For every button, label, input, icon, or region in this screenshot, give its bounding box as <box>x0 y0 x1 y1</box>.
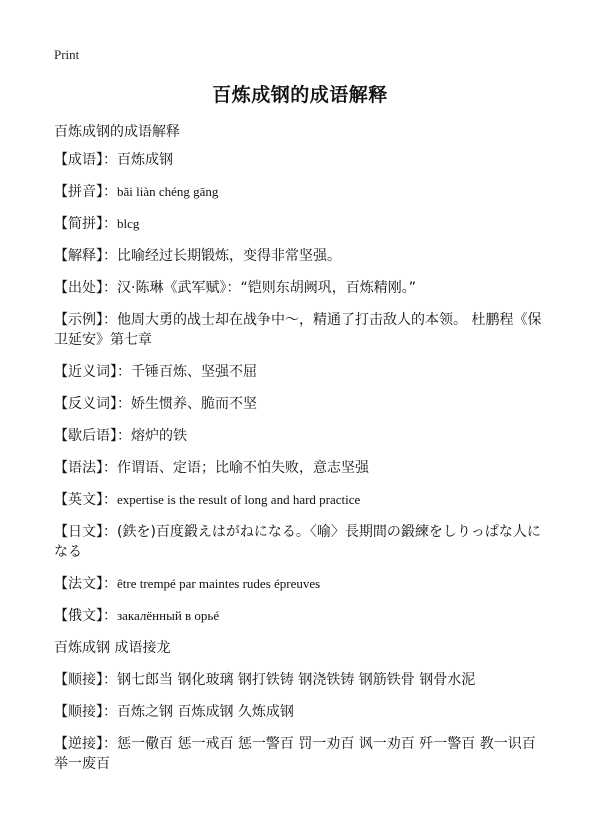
entry-value: 百炼之钢 百炼成钢 久炼成钢 <box>117 704 294 720</box>
entry-idiom <box>54 150 554 170</box>
page-title: 百炼成钢的成语解释 <box>212 84 388 106</box>
entry-label: 【法文】： <box>54 576 117 592</box>
entry-label: 【歇后语】： <box>54 428 131 444</box>
entry-chain-forward <box>54 702 554 722</box>
entry-value: 他周大勇的战士却在战争中～，精通了打击敌人的本领。 杜鹏程《保卫延安》第七章 <box>54 312 542 348</box>
entry-list <box>54 150 554 786</box>
entry-source <box>54 278 554 298</box>
entry-label: 【解释】： <box>54 248 117 264</box>
entry-value: 作谓语、定语；比喻不怕失败，意志坚强 <box>117 460 369 476</box>
entry-value: (鉄を)百度鍛えはがねになる。〈喻〉長期間の鍛練をしりっぱな人になる <box>54 524 541 560</box>
entry-value: être trempé par maintes rudes épreuves <box>117 576 321 591</box>
print-link[interactable]: Print <box>54 47 80 62</box>
entry-value: 千锤百炼、坚强不屈 <box>131 364 257 380</box>
entry-value: 汉·陈琳《武军赋》：“铠则东胡阙巩，百炼精刚。” <box>117 280 416 296</box>
entry-explanation <box>54 246 554 266</box>
entry-value: blcg <box>117 216 140 231</box>
entry-label: 【英文】： <box>54 492 117 508</box>
entry-abbreviation <box>54 214 554 234</box>
entry-value: bǎi liàn chéng gāng <box>117 184 219 199</box>
entry-label: 【反义词】： <box>54 396 131 412</box>
entry-label: 【出处】： <box>54 280 117 296</box>
entry-chain-reverse <box>54 734 554 774</box>
entry-label: 【顺接】： <box>54 704 117 720</box>
entry-french <box>54 574 554 594</box>
section-heading-chain: 百炼成钢 成语接龙 <box>54 640 171 656</box>
section-heading-explanation: 百炼成钢的成语解释 <box>54 124 180 140</box>
entry-value: 钢七郎当 钢化玻璃 钢打铁铸 钢浇铁铸 钢筋铁骨 钢骨水泥 <box>117 672 476 688</box>
entry-value: 百炼成钢 <box>117 152 173 168</box>
entry-label: 【示例】： <box>54 312 117 328</box>
entry-antonyms <box>54 394 554 414</box>
entry-japanese <box>54 522 554 562</box>
entry-english <box>54 490 554 510</box>
entry-example <box>54 310 554 350</box>
entry-value: закалённый в орьé <box>117 608 220 623</box>
entry-label: 【简拼】： <box>54 216 117 232</box>
entry-synonyms <box>54 362 554 382</box>
entry-value: 娇生惯养、脆而不坚 <box>131 396 257 412</box>
entry-chain-forward <box>54 670 554 690</box>
entry-label: 【成语】： <box>54 152 117 168</box>
entry-label: 【顺接】： <box>54 672 117 688</box>
entry-value: 熔炉的铁 <box>131 428 187 444</box>
entry-xiehouyu <box>54 426 554 446</box>
entry-value: expertise is the result of long and hard practice <box>117 492 361 507</box>
entry-pinyin <box>54 182 554 202</box>
entry-value: 惩一儆百 惩一戒百 惩一警百 罚一劝百 讽一劝百 歼一警百 教一识百 举一废百 <box>54 736 536 772</box>
entry-label: 【俄文】： <box>54 608 117 624</box>
entry-russian <box>54 606 554 626</box>
entry-value: 比喻经过长期锻炼，变得非常坚强。 <box>117 248 341 264</box>
entry-label: 【逆接】： <box>54 736 117 752</box>
entry-label: 【近义词】： <box>54 364 131 380</box>
entry-label: 【日文】： <box>54 524 117 540</box>
entry-label: 【语法】： <box>54 460 117 476</box>
entry-grammar <box>54 458 554 478</box>
entry-label: 【拼音】： <box>54 184 117 200</box>
